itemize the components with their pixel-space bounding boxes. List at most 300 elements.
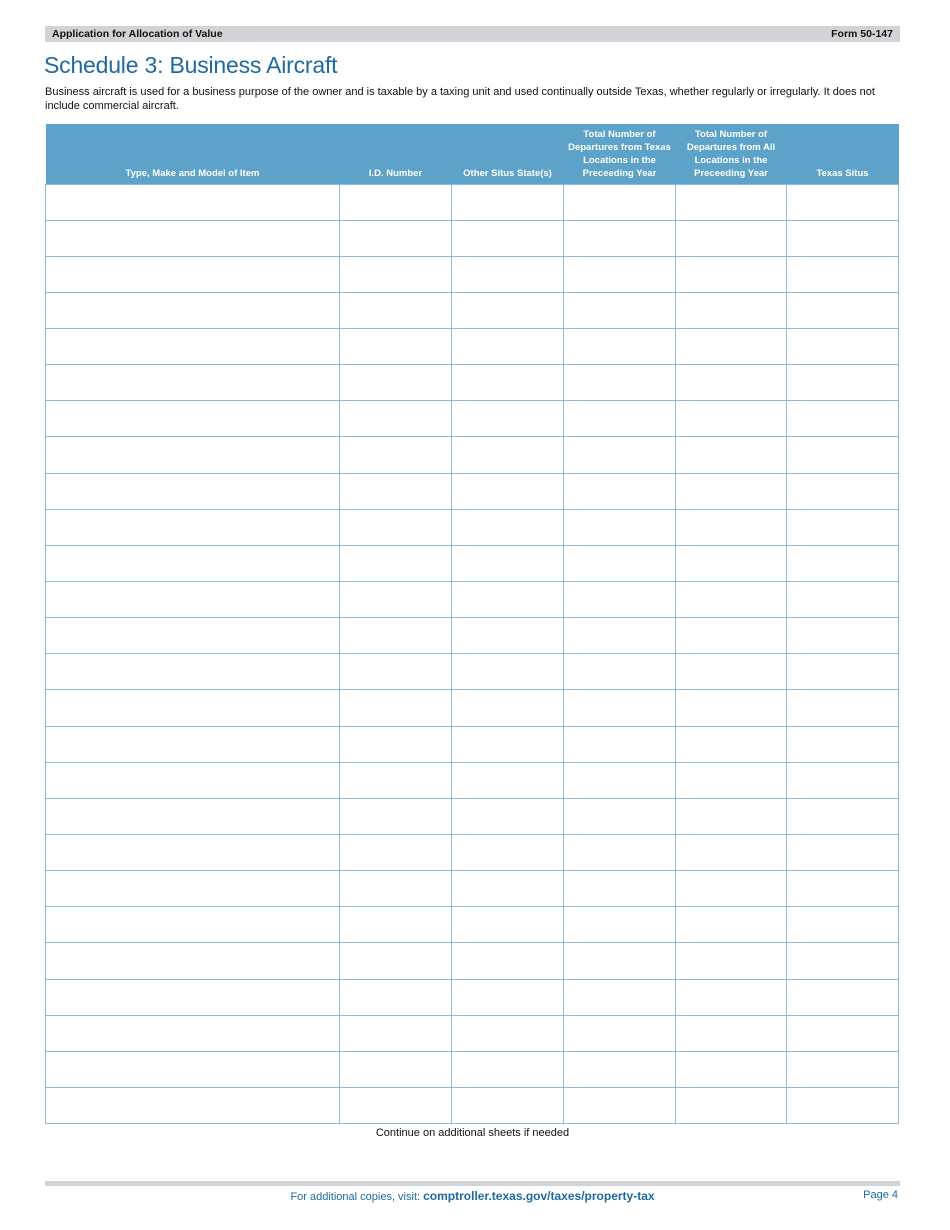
table-cell	[787, 473, 899, 509]
texas-situs-field[interactable]	[787, 980, 898, 1015]
table-cell	[452, 401, 564, 437]
other-situs-states-field[interactable]	[452, 907, 563, 942]
other-situs-states-field[interactable]	[452, 1088, 563, 1123]
id-number-field[interactable]	[340, 727, 451, 762]
table-cell	[564, 943, 676, 979]
table-row	[46, 762, 899, 798]
texas-departures-field[interactable]	[564, 293, 675, 328]
table-row	[46, 401, 899, 437]
table-cell	[787, 1051, 899, 1087]
table-row	[46, 726, 899, 762]
id-number-field[interactable]	[340, 437, 451, 472]
table-cell	[46, 762, 340, 798]
texas-situs-field[interactable]	[787, 835, 898, 870]
texas-situs-field[interactable]	[787, 907, 898, 942]
table-cell	[452, 907, 564, 943]
other-situs-states-field[interactable]	[452, 582, 563, 617]
all-departures-field[interactable]	[676, 871, 786, 906]
texas-situs-field[interactable]	[787, 257, 898, 292]
texas-situs-field[interactable]	[787, 1088, 898, 1123]
texas-departures-field[interactable]	[564, 835, 675, 870]
table-body	[46, 184, 899, 1124]
texas-departures-field[interactable]	[564, 582, 675, 617]
table-cell	[46, 545, 340, 581]
texas-departures-field[interactable]	[564, 943, 675, 978]
texas-departures-field[interactable]	[564, 799, 675, 834]
table-cell	[452, 220, 564, 256]
footer-copies	[45, 1189, 900, 1203]
type-make-model-field[interactable]	[46, 257, 339, 292]
all-departures-field[interactable]	[676, 835, 786, 870]
other-situs-states-field[interactable]	[452, 546, 563, 581]
table-cell	[452, 256, 564, 292]
table-cell	[564, 292, 676, 328]
all-departures-field[interactable]	[676, 510, 786, 545]
table-cell	[340, 654, 452, 690]
table-row	[46, 798, 899, 834]
table-cell	[340, 979, 452, 1015]
other-situs-states-field[interactable]	[452, 185, 563, 220]
type-make-model-field[interactable]	[46, 690, 339, 725]
table-cell	[564, 1015, 676, 1051]
table-row	[46, 618, 899, 654]
table-row	[46, 1051, 899, 1087]
table-cell	[46, 329, 340, 365]
table-row	[46, 1088, 899, 1124]
all-departures-field[interactable]	[676, 401, 786, 436]
type-make-model-field[interactable]	[46, 221, 339, 256]
table-cell	[564, 726, 676, 762]
id-number-field[interactable]	[340, 835, 451, 870]
other-situs-states-field[interactable]	[452, 835, 563, 870]
other-situs-states-field[interactable]	[452, 474, 563, 509]
id-number-field[interactable]	[340, 907, 451, 942]
id-number-field[interactable]	[340, 1052, 451, 1087]
other-situs-states-field[interactable]	[452, 293, 563, 328]
table-cell	[564, 654, 676, 690]
texas-departures-field[interactable]	[564, 727, 675, 762]
type-make-model-field[interactable]	[46, 871, 339, 906]
texas-situs-field[interactable]	[787, 799, 898, 834]
texas-departures-field[interactable]	[564, 365, 675, 400]
table-row	[46, 871, 899, 907]
table-cell	[340, 473, 452, 509]
all-departures-field[interactable]	[676, 727, 786, 762]
texas-situs-field[interactable]	[787, 943, 898, 978]
type-make-model-field[interactable]	[46, 943, 339, 978]
id-number-field[interactable]	[340, 329, 451, 364]
id-number-field[interactable]	[340, 510, 451, 545]
table-cell	[46, 654, 340, 690]
table-cell	[564, 690, 676, 726]
table-row	[46, 365, 899, 401]
texas-departures-field[interactable]	[564, 1052, 675, 1087]
type-make-model-field[interactable]	[46, 1052, 339, 1087]
col-header-type-make-model: Type, Make and Model of Item	[46, 124, 340, 184]
table-row	[46, 654, 899, 690]
table-cell	[787, 726, 899, 762]
table-row	[46, 437, 899, 473]
texas-situs-field[interactable]	[787, 474, 898, 509]
other-situs-states-field[interactable]	[452, 690, 563, 725]
all-departures-field[interactable]	[676, 185, 786, 220]
texas-departures-field[interactable]	[564, 257, 675, 292]
texas-departures-field[interactable]	[564, 980, 675, 1015]
table-cell	[564, 798, 676, 834]
table-cell	[46, 582, 340, 618]
table-cell	[676, 184, 787, 220]
table-cell	[46, 220, 340, 256]
all-departures-field[interactable]	[676, 582, 786, 617]
type-make-model-field[interactable]	[46, 474, 339, 509]
other-situs-states-field[interactable]	[452, 1052, 563, 1087]
table-cell	[340, 690, 452, 726]
table-cell	[340, 1051, 452, 1087]
type-make-model-field[interactable]	[46, 654, 339, 689]
business-aircraft-table	[45, 124, 899, 1124]
table-cell	[340, 256, 452, 292]
table-cell	[564, 256, 676, 292]
table-cell	[46, 401, 340, 437]
id-number-field[interactable]	[340, 618, 451, 653]
texas-departures-field[interactable]	[564, 871, 675, 906]
table-cell	[787, 798, 899, 834]
table-cell	[46, 798, 340, 834]
id-number-field[interactable]	[340, 871, 451, 906]
id-number-field[interactable]	[340, 257, 451, 292]
col-header-id-number: I.D. Number	[340, 124, 452, 184]
table-cell	[340, 907, 452, 943]
table-cell	[787, 437, 899, 473]
all-departures-field[interactable]	[676, 690, 786, 725]
table-cell	[452, 943, 564, 979]
page-footer	[45, 1189, 900, 1203]
texas-situs-field[interactable]	[787, 546, 898, 581]
other-situs-states-field[interactable]	[452, 980, 563, 1015]
all-departures-field[interactable]	[676, 365, 786, 400]
table-cell	[564, 762, 676, 798]
table-cell	[564, 473, 676, 509]
table-cell	[340, 365, 452, 401]
all-departures-field[interactable]	[676, 221, 786, 256]
other-situs-states-field[interactable]	[452, 221, 563, 256]
texas-situs-field[interactable]	[787, 437, 898, 472]
all-departures-field[interactable]	[676, 943, 786, 978]
id-number-field[interactable]	[340, 582, 451, 617]
texas-departures-field[interactable]	[564, 221, 675, 256]
type-make-model-field[interactable]	[46, 582, 339, 617]
texas-departures-field[interactable]	[564, 618, 675, 653]
table-cell	[452, 292, 564, 328]
table-cell	[452, 726, 564, 762]
id-number-field[interactable]	[340, 293, 451, 328]
type-make-model-field[interactable]	[46, 1088, 339, 1123]
type-make-model-field[interactable]	[46, 799, 339, 834]
table-cell	[452, 1051, 564, 1087]
all-departures-field[interactable]	[676, 257, 786, 292]
type-make-model-field[interactable]	[46, 618, 339, 653]
table-cell	[452, 365, 564, 401]
id-number-field[interactable]	[340, 365, 451, 400]
table-cell	[564, 401, 676, 437]
texas-situs-field[interactable]	[787, 185, 898, 220]
texas-situs-field[interactable]	[787, 329, 898, 364]
table-cell	[452, 690, 564, 726]
table-cell	[564, 365, 676, 401]
other-situs-states-field[interactable]	[452, 943, 563, 978]
id-number-field[interactable]	[340, 763, 451, 798]
texas-departures-field[interactable]	[564, 329, 675, 364]
texas-departures-field[interactable]	[564, 1088, 675, 1123]
table-cell	[452, 437, 564, 473]
table-row	[46, 545, 899, 581]
other-situs-states-field[interactable]	[452, 763, 563, 798]
table-cell	[46, 256, 340, 292]
texas-departures-field[interactable]	[564, 401, 675, 436]
table-row	[46, 979, 899, 1015]
form-header-bar	[45, 26, 900, 42]
texas-situs-field[interactable]	[787, 871, 898, 906]
table-row	[46, 835, 899, 871]
all-departures-field[interactable]	[676, 1088, 786, 1123]
all-departures-field[interactable]	[676, 799, 786, 834]
texas-situs-field[interactable]	[787, 365, 898, 400]
table-cell	[46, 1088, 340, 1124]
table-cell	[676, 690, 787, 726]
type-make-model-field[interactable]	[46, 763, 339, 798]
id-number-field[interactable]	[340, 401, 451, 436]
texas-departures-field[interactable]	[564, 1016, 675, 1051]
type-make-model-field[interactable]	[46, 185, 339, 220]
table-cell	[452, 762, 564, 798]
table-cell	[46, 871, 340, 907]
texas-situs-field[interactable]	[787, 510, 898, 545]
all-departures-field[interactable]	[676, 907, 786, 942]
id-number-field[interactable]	[340, 1016, 451, 1051]
all-departures-field[interactable]	[676, 654, 786, 689]
all-departures-field[interactable]	[676, 980, 786, 1015]
other-situs-states-field[interactable]	[452, 401, 563, 436]
other-situs-states-field[interactable]	[452, 329, 563, 364]
table-cell	[46, 979, 340, 1015]
id-number-field[interactable]	[340, 185, 451, 220]
texas-departures-field[interactable]	[564, 763, 675, 798]
table-cell	[676, 582, 787, 618]
col-header-texas-departures: Total Number of Departures from Texas Locations in the Preceeding Year	[564, 124, 676, 184]
texas-departures-field[interactable]	[564, 654, 675, 689]
continue-note: Continue on additional sheets if needed	[375, 1127, 570, 1139]
table-row	[46, 509, 899, 545]
table-cell	[787, 871, 899, 907]
table-cell	[787, 292, 899, 328]
footer-divider	[45, 1181, 900, 1186]
table-row	[46, 184, 899, 220]
table-cell	[46, 690, 340, 726]
all-departures-field[interactable]	[676, 293, 786, 328]
table-cell	[787, 979, 899, 1015]
all-departures-field[interactable]	[676, 546, 786, 581]
table-cell	[676, 654, 787, 690]
all-departures-field[interactable]	[676, 437, 786, 472]
table-cell	[452, 1088, 564, 1124]
table-cell	[787, 654, 899, 690]
all-departures-field[interactable]	[676, 329, 786, 364]
other-situs-states-field[interactable]	[452, 654, 563, 689]
footer-copies-prefix: For additional copies, visit:	[290, 1191, 421, 1203]
table-cell	[676, 907, 787, 943]
table-cell	[452, 618, 564, 654]
all-departures-field[interactable]	[676, 618, 786, 653]
table-cell	[46, 726, 340, 762]
table-row	[46, 256, 899, 292]
id-number-field[interactable]	[340, 221, 451, 256]
all-departures-field[interactable]	[676, 1016, 786, 1051]
all-departures-field[interactable]	[676, 474, 786, 509]
table-cell	[564, 509, 676, 545]
table-cell	[787, 582, 899, 618]
table-cell	[340, 726, 452, 762]
table-cell	[676, 473, 787, 509]
id-number-field[interactable]	[340, 943, 451, 978]
id-number-field[interactable]	[340, 474, 451, 509]
texas-departures-field[interactable]	[564, 907, 675, 942]
table-cell	[564, 582, 676, 618]
texas-situs-field[interactable]	[787, 763, 898, 798]
table-cell	[676, 329, 787, 365]
table-row	[46, 943, 899, 979]
type-make-model-field[interactable]	[46, 727, 339, 762]
texas-situs-field[interactable]	[787, 1052, 898, 1087]
form-header-title: Application for Allocation of Value	[52, 28, 223, 40]
texas-situs-field[interactable]	[787, 727, 898, 762]
table-row	[46, 292, 899, 328]
id-number-field[interactable]	[340, 546, 451, 581]
texas-situs-field[interactable]	[787, 401, 898, 436]
other-situs-states-field[interactable]	[452, 1016, 563, 1051]
id-number-field[interactable]	[340, 654, 451, 689]
type-make-model-field[interactable]	[46, 365, 339, 400]
table-cell	[340, 437, 452, 473]
type-make-model-field[interactable]	[46, 329, 339, 364]
form-number: Form 50-147	[831, 28, 893, 40]
col-header-texas-situs: Texas Situs	[787, 124, 899, 184]
table-cell	[46, 509, 340, 545]
id-number-field[interactable]	[340, 1088, 451, 1123]
id-number-field[interactable]	[340, 980, 451, 1015]
texas-departures-field[interactable]	[564, 474, 675, 509]
footer-copies-link[interactable]: comptroller.texas.gov/taxes/property-tax	[423, 1189, 655, 1203]
table-header-row	[46, 124, 899, 184]
all-departures-field[interactable]	[676, 1052, 786, 1087]
type-make-model-field[interactable]	[46, 1016, 339, 1051]
table-cell	[676, 401, 787, 437]
table-cell	[564, 618, 676, 654]
all-departures-field[interactable]	[676, 763, 786, 798]
texas-situs-field[interactable]	[787, 654, 898, 689]
texas-departures-field[interactable]	[564, 546, 675, 581]
type-make-model-field[interactable]	[46, 980, 339, 1015]
other-situs-states-field[interactable]	[452, 510, 563, 545]
table-cell	[46, 292, 340, 328]
texas-departures-field[interactable]	[564, 510, 675, 545]
table-cell	[340, 545, 452, 581]
table-cell	[787, 1015, 899, 1051]
table-cell	[340, 835, 452, 871]
table-cell	[676, 509, 787, 545]
table-cell	[452, 582, 564, 618]
texas-situs-field[interactable]	[787, 582, 898, 617]
table-cell	[340, 292, 452, 328]
table-cell	[452, 871, 564, 907]
id-number-field[interactable]	[340, 690, 451, 725]
table-cell	[46, 943, 340, 979]
id-number-field[interactable]	[340, 799, 451, 834]
other-situs-states-field[interactable]	[452, 871, 563, 906]
texas-departures-field[interactable]	[564, 185, 675, 220]
type-make-model-field[interactable]	[46, 546, 339, 581]
type-make-model-field[interactable]	[46, 437, 339, 472]
texas-situs-field[interactable]	[787, 1016, 898, 1051]
table-cell	[564, 1051, 676, 1087]
table-cell	[46, 835, 340, 871]
table-cell	[46, 907, 340, 943]
type-make-model-field[interactable]	[46, 907, 339, 942]
table-cell	[340, 329, 452, 365]
other-situs-states-field[interactable]	[452, 257, 563, 292]
type-make-model-field[interactable]	[46, 510, 339, 545]
table-cell	[452, 798, 564, 834]
type-make-model-field[interactable]	[46, 293, 339, 328]
other-situs-states-field[interactable]	[452, 618, 563, 653]
table-cell	[46, 437, 340, 473]
table-cell	[676, 726, 787, 762]
table-cell	[46, 1051, 340, 1087]
table-cell	[46, 184, 340, 220]
texas-situs-field[interactable]	[787, 293, 898, 328]
schedule-title: Schedule 3: Business Aircraft	[44, 52, 338, 78]
texas-situs-field[interactable]	[787, 690, 898, 725]
table-cell	[676, 292, 787, 328]
table-cell	[340, 1088, 452, 1124]
texas-departures-field[interactable]	[564, 437, 675, 472]
type-make-model-field[interactable]	[46, 835, 339, 870]
table-row	[46, 473, 899, 509]
col-header-all-departures: Total Number of Departures from All Locations in the Preceeding Year	[676, 124, 787, 184]
table-cell	[676, 762, 787, 798]
other-situs-states-field[interactable]	[452, 727, 563, 762]
table-cell	[340, 220, 452, 256]
table-cell	[564, 220, 676, 256]
table-cell	[452, 184, 564, 220]
table-cell	[340, 509, 452, 545]
table-cell	[787, 329, 899, 365]
table-cell	[340, 762, 452, 798]
table-cell	[787, 618, 899, 654]
texas-situs-field[interactable]	[787, 618, 898, 653]
texas-situs-field[interactable]	[787, 221, 898, 256]
other-situs-states-field[interactable]	[452, 437, 563, 472]
table-cell	[676, 365, 787, 401]
other-situs-states-field[interactable]	[452, 365, 563, 400]
table-row	[46, 220, 899, 256]
texas-departures-field[interactable]	[564, 690, 675, 725]
table-cell	[340, 184, 452, 220]
table-cell	[676, 545, 787, 581]
table-cell	[340, 943, 452, 979]
page-number: Page 4	[863, 1189, 898, 1201]
other-situs-states-field[interactable]	[452, 799, 563, 834]
type-make-model-field[interactable]	[46, 401, 339, 436]
